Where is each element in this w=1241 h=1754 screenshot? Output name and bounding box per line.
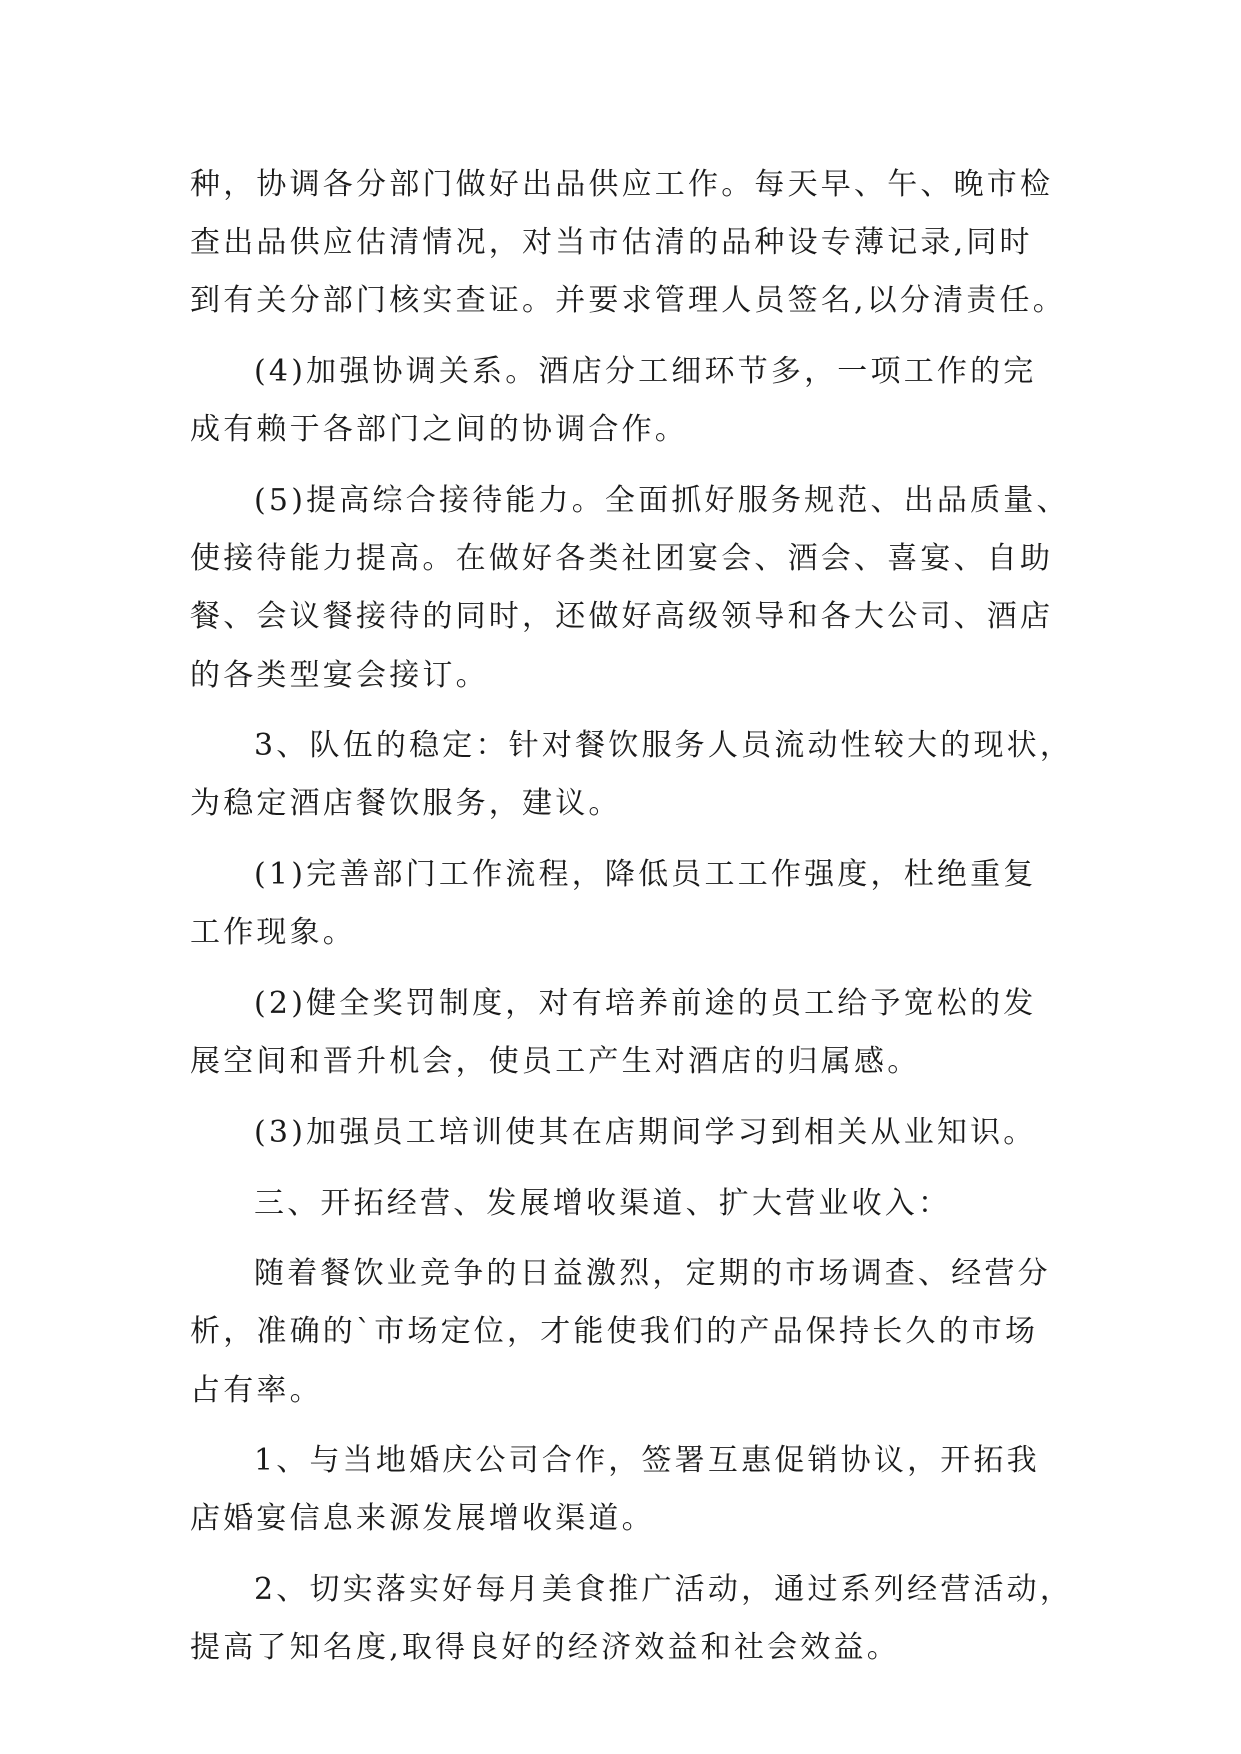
- text-line: 到有关分部门核实查证。并要求管理人员签名,以分清责任。: [190, 283, 1066, 319]
- text-line: 3、队伍的稳定：针对餐饮服务人员流动性较大的现状，: [254, 728, 1074, 764]
- paragraph-gap: [190, 331, 1055, 344]
- text-line: 种，协调各分部门做好出品供应工作。每天早、午、晚市检: [190, 167, 1054, 202]
- text-line: 使接待能力提高。在做好各类社团宴会、酒会、喜宴、自助: [190, 541, 1054, 577]
- text-line: 随着餐饮业竞争的日益激烈，定期的市场调查、经营分: [254, 1256, 1051, 1292]
- paragraph-gap: [190, 705, 1055, 718]
- text-line: (1)完善部门工作流程，降低员工工作强度，杜绝重复: [254, 857, 1037, 893]
- text-line: 2、切实落实好每月美食推广活动，通过系列经营活动，: [254, 1572, 1074, 1608]
- text-line: 为稳定酒店餐饮服务，建议。: [190, 786, 622, 822]
- paragraph-gap: [190, 834, 1055, 847]
- paragraph-gap: [190, 1549, 1055, 1562]
- text-line: 餐、会议餐接待的同时，还做好高级领导和各大公司、酒店: [190, 599, 1054, 635]
- text-line: 的各类型宴会接订。: [190, 657, 489, 693]
- paragraph-gap: [190, 1233, 1055, 1246]
- text-line: (5)提高综合接待能力。全面抓好服务规范、出品质量、: [254, 482, 1070, 518]
- text-line: 工作现象。: [190, 915, 356, 951]
- text-line: (4)加强协调关系。酒店分工细环节多，一项工作的完: [254, 354, 1037, 390]
- document-body: [190, 156, 1074, 1678]
- paragraph-gap: [190, 459, 1055, 472]
- paragraph-gap: [190, 1162, 1055, 1175]
- text-line: 三、开拓经营、发展增收渠道、扩大营业收入：: [254, 1185, 952, 1221]
- paragraph-gap: [190, 1420, 1055, 1433]
- text-line: 成有赖于各部门之间的协调合作。: [190, 412, 688, 448]
- text-line: (3)加强员工培训使其在店期间学习到相关从业知识。: [254, 1114, 1037, 1150]
- text-line: 展空间和晋升机会，使员工产生对酒店的归属感。: [190, 1044, 921, 1080]
- text-line: 店婚宴信息来源发展增收渠道。: [190, 1501, 655, 1537]
- text-line: 提高了知名度,取得良好的经济效益和社会效益。: [190, 1630, 900, 1666]
- paragraph-gap: [190, 1091, 1055, 1104]
- text-line: 占有率。: [190, 1372, 323, 1408]
- text-line: 1、与当地婚庆公司合作，签署互惠促销协议，开拓我: [254, 1443, 1040, 1479]
- paragraph-gap: [190, 962, 1055, 975]
- text-line: 析，准确的`市场定位，才能使我们的产品保持长久的市场: [190, 1314, 1039, 1350]
- text-line: (2)健全奖罚制度，对有培养前途的员工给予宽松的发: [254, 985, 1037, 1021]
- text-line: 查出品供应估清情况，对当市估清的品种设专薄记录,同时: [190, 225, 1033, 261]
